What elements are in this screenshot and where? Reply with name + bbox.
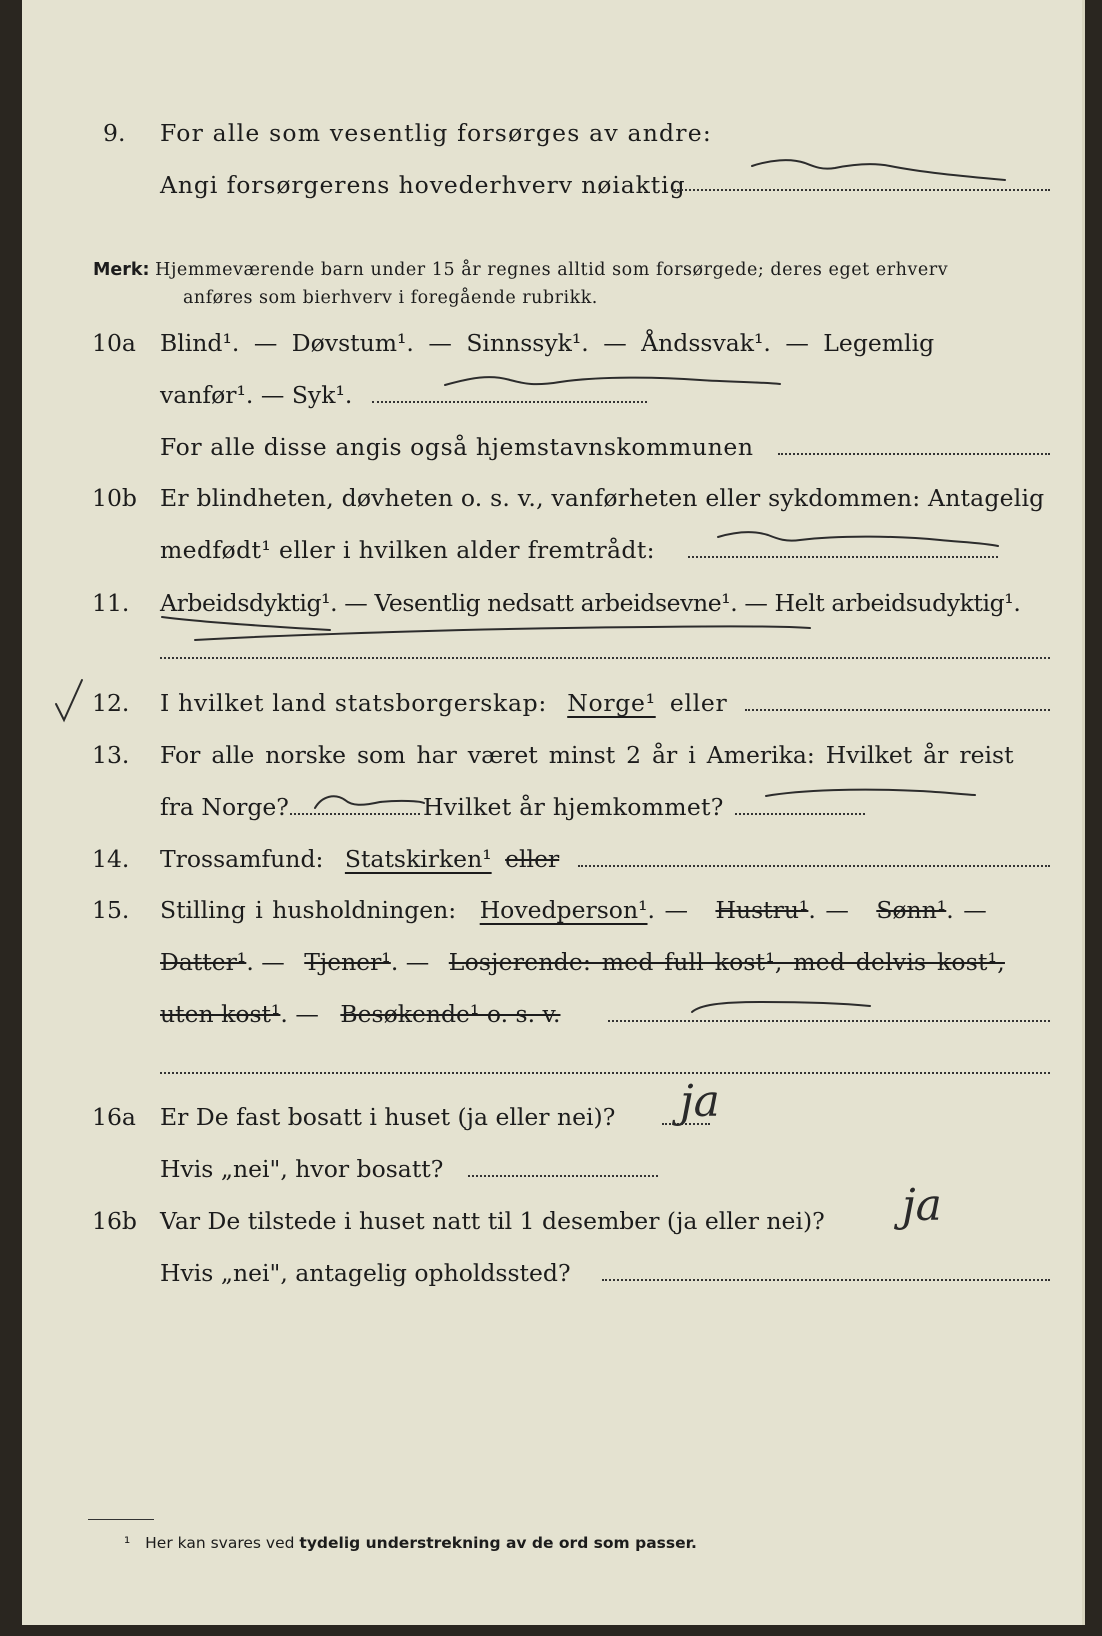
q15-dash2: . — [808,896,849,924]
q15-losjerende-struck: Losjerende: med full kost¹, med delvis kost¹, [448,948,1005,976]
footnote-bold: tydelig understrekning av de ord som passer. [299,1534,697,1552]
q15-line3-dash: . — [280,1000,319,1028]
q15-text-a: Stilling i husholdningen: [160,896,457,924]
q16b-opholdssted-field[interactable] [602,1279,1050,1281]
q10b-line1: Er blindheten, døvheten o. s. v., vanførheten eller sykdommen: Antagelig [160,484,1045,512]
q14-answer-field[interactable] [578,865,1050,867]
q10a-number: 10a [92,329,136,357]
q15-besokende-struck: Besøkende¹ o. s. v. [340,1000,561,1028]
footnote-text-a: Her kan svares ved [145,1534,295,1552]
q11-line1: Arbeidsdyktig¹. — Vesentlig nedsatt arbeidsevne¹. — Helt arbeidsudyktig¹. [160,589,1021,617]
q15-sonn-struck: Sønn¹ [876,896,947,924]
merk-line2: anføres som bierhverv i foregående rubrikk. [183,288,598,308]
q10a-line1: Blind¹. — Døvstum¹. — Sinnssyk¹. — Åndssvak¹. — Legemlig [160,329,935,357]
q12-norge: Norge¹ [567,689,656,717]
q15-answer-field[interactable] [608,1020,1050,1022]
q12-text-a: I hvilket land statsborgerskap: [160,689,548,717]
footnote [124,1534,697,1552]
q16a-handwritten-answer: ja [680,1076,720,1127]
q16a-line2: Hvis „nei", hvor bosatt? [160,1155,444,1183]
q15-dash1: . — [647,896,688,924]
q15-datter-struck: Datter¹ [160,948,247,976]
q12-answer-field[interactable] [745,709,1050,711]
q13-number: 13. [92,741,130,769]
q12-number: 12. [92,689,130,717]
q9-line2: Angi forsørgerens hovederhverv nøiaktig [160,171,686,199]
q10a-line3: For alle disse angis også hjemstavnskommunen [160,433,754,461]
q15-dash3: . — [946,896,987,924]
q13-hjemkommet-field[interactable] [735,813,865,815]
footnote-mark: ¹ [124,1534,131,1552]
q12-line [160,689,728,717]
q15-hovedperson: Hovedperson¹ [479,896,648,924]
q10b-answer-field[interactable] [688,556,998,558]
q14-statskirken: Statskirken¹ [344,845,492,873]
q13-line2b: Hvilket år hjemkommet? [423,793,724,821]
merk-label: Merk: [93,260,150,280]
q16a-bosatt-field[interactable] [468,1175,658,1177]
q15-hustru-struck: Hustru¹ [715,896,809,924]
q9-line1: For alle som vesentlig forsørges av andre: [160,119,712,147]
q13-reist-field[interactable] [290,813,420,815]
q15-line2-dash1: . — [246,948,285,976]
q10a-line2: vanfør¹. — Syk¹. [160,381,353,409]
q15-number: 15. [92,896,130,924]
q15-extra-field[interactable] [160,1072,1050,1074]
q16a-line1: Er De fast bosatt i huset (ja eller nei)? [160,1103,616,1131]
q10b-line2: medfødt¹ eller i hvilken alder fremtrådt: [160,536,655,564]
q15-line1 [160,896,987,924]
q10a-answer-field[interactable] [372,401,647,403]
q13-line1: For alle norske som har været minst 2 år i Amerika: Hvilket år reist [160,741,1014,769]
merk-line1: Hjemmeværende barn under 15 år regnes alltid som forsørgede; deres eget erhverv [155,260,949,280]
q11-number: 11. [92,589,130,617]
q16b-line1: Var De tilstede i huset natt til 1 desember (ja eller nei)? [160,1207,825,1235]
q15-tjener-struck: Tjener¹ [304,948,391,976]
merk-note [93,262,948,280]
q15-line2-dash2: . — [390,948,430,976]
q15-uten-kost-struck: uten kost¹ [160,1000,281,1028]
q16b-handwritten-answer: ja [902,1180,942,1231]
q13-line2a: fra Norge? [160,793,289,821]
q9-answer-field[interactable] [674,189,1050,191]
q14-number: 14. [92,845,130,873]
q10b-number: 10b [92,484,137,512]
q14-line [160,845,560,873]
q15-line2 [160,948,1005,976]
q14-eller-struck: eller [505,845,560,873]
q14-text-a: Trossamfund: [160,845,324,873]
q11-answer-field[interactable] [160,657,1050,659]
q10a-kommune-field[interactable] [778,453,1050,455]
q9-number: 9. [103,119,126,147]
q12-text-b: eller [669,689,728,717]
q16a-number: 16a [92,1103,136,1131]
footnote-rule [88,1519,154,1520]
q15-line3 [160,1000,561,1028]
q16b-number: 16b [92,1207,137,1235]
q16b-line2: Hvis „nei", antagelig opholdssted? [160,1259,571,1287]
